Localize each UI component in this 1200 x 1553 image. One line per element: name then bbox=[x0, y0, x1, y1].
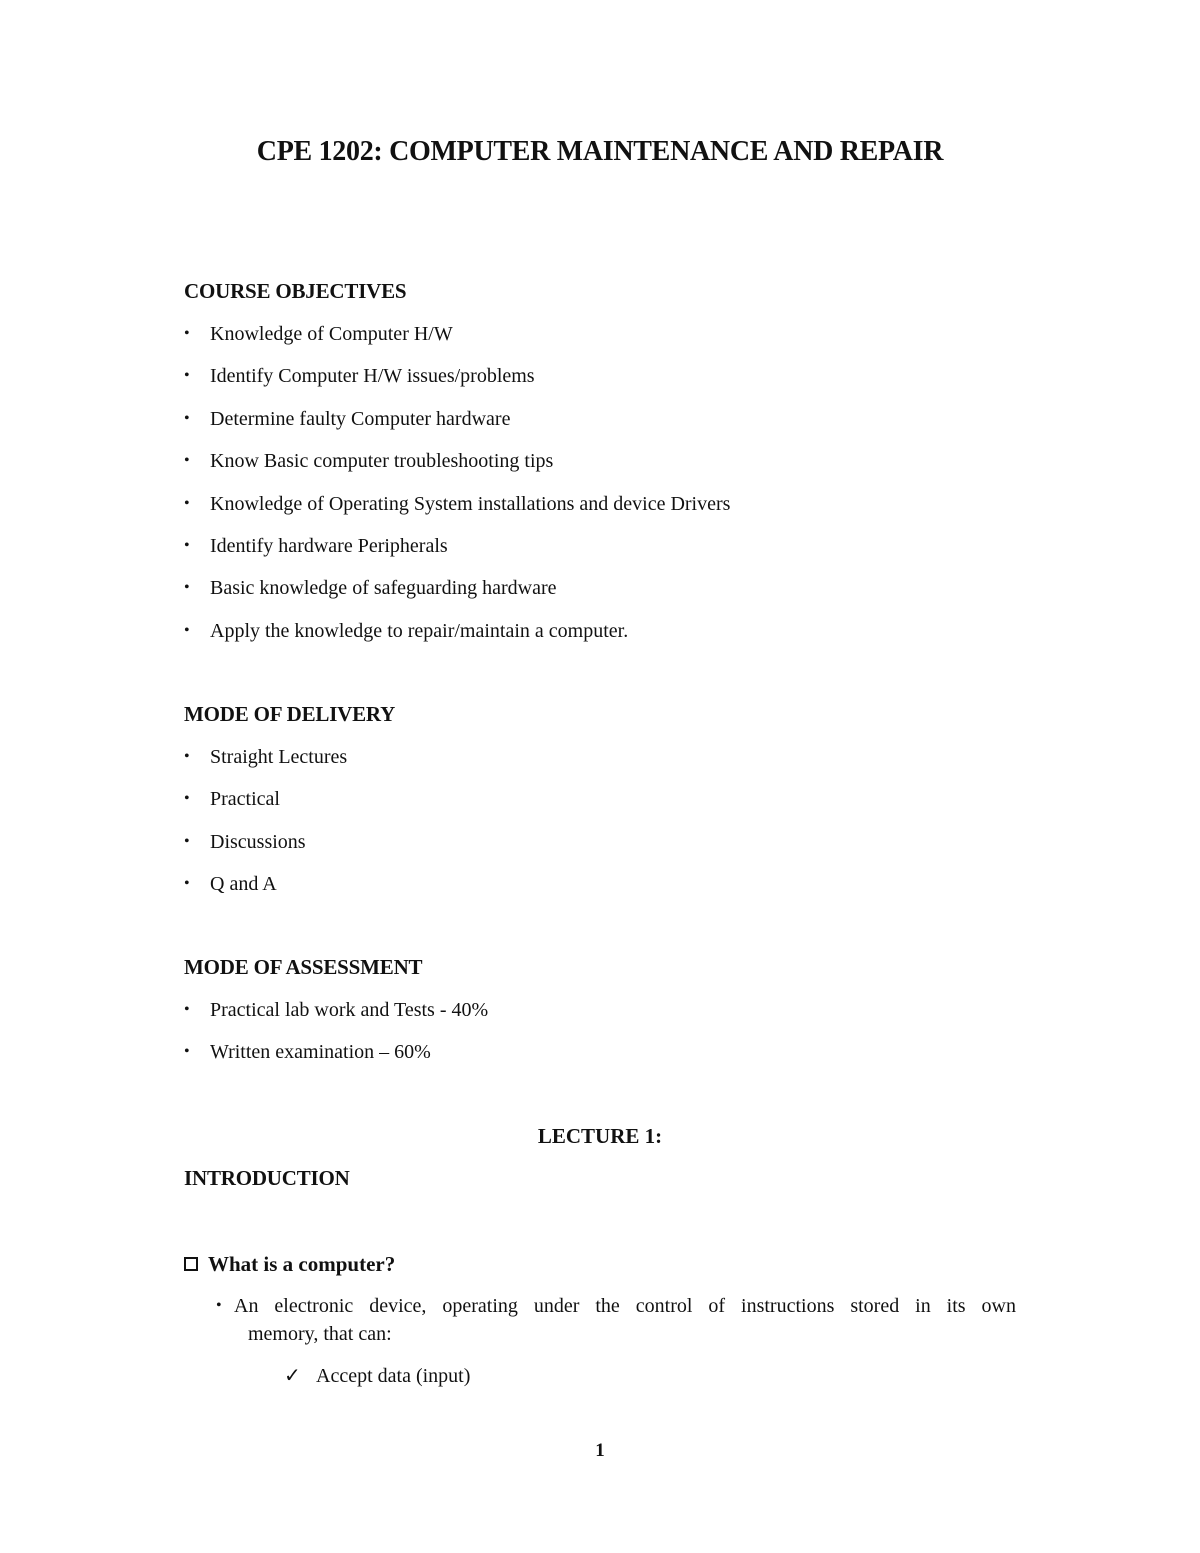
list-item: • Knowledge of Operating System installations and device Drivers bbox=[184, 490, 730, 532]
bullet-icon: • bbox=[184, 367, 190, 385]
list-item: • Written examination – 60% bbox=[184, 1038, 488, 1080]
bullet-icon: • bbox=[184, 790, 190, 808]
list-item: • Know Basic computer troubleshooting tips bbox=[184, 447, 730, 489]
introduction-heading: INTRODUCTION bbox=[184, 1166, 350, 1190]
bullet-icon: • bbox=[184, 875, 190, 893]
bullet-icon: • bbox=[184, 748, 190, 765]
mode-of-delivery-list bbox=[184, 743, 347, 913]
list-item: • Q and A bbox=[184, 870, 347, 912]
bullet-icon: • bbox=[184, 1043, 190, 1061]
bullet-icon: • bbox=[184, 1001, 190, 1018]
list-item: • Straight Lectures bbox=[184, 743, 347, 785]
list-item: • Identify hardware Peripherals bbox=[184, 532, 730, 574]
checkbox-icon bbox=[184, 1257, 198, 1271]
bullet-icon: • bbox=[184, 536, 190, 554]
list-item: • Identify Computer H/W issues/problems bbox=[184, 362, 730, 404]
page-number: 1 bbox=[595, 1440, 605, 1461]
list-item: • Determine faulty Computer hardware bbox=[184, 405, 730, 447]
list-item: • Discussions bbox=[184, 828, 347, 870]
bullet-icon: • bbox=[184, 325, 190, 342]
mode-of-assessment-list bbox=[184, 996, 488, 1081]
list-item: • Knowledge of Computer H/W bbox=[184, 320, 730, 362]
bullet-icon: • bbox=[184, 832, 190, 850]
bullet-icon: • bbox=[184, 409, 190, 427]
bullet-icon: • bbox=[216, 1297, 222, 1314]
bullet-icon: • bbox=[184, 494, 190, 512]
course-objectives-list bbox=[184, 320, 730, 659]
lecture-heading: LECTURE 1: bbox=[537, 1124, 663, 1148]
list-item: • Basic knowledge of safeguarding hardware bbox=[184, 574, 730, 616]
document-title: CPE 1202: COMPUTER MAINTENANCE AND REPAIR bbox=[256, 136, 944, 167]
definition-line-2: memory, that can: bbox=[248, 1323, 392, 1345]
check-icon: ✓ bbox=[284, 1365, 301, 1387]
list-item: • Apply the knowledge to repair/maintain a computer. bbox=[184, 617, 730, 659]
mode-of-assessment-heading: MODE OF ASSESSMENT bbox=[184, 955, 423, 979]
definition-paragraph bbox=[216, 1292, 1016, 1348]
course-objectives-heading: COURSE OBJECTIVES bbox=[184, 279, 407, 303]
list-item: • Practical bbox=[184, 785, 347, 827]
bullet-icon: • bbox=[184, 452, 190, 470]
bullet-icon: • bbox=[184, 621, 190, 639]
question-heading: What is a computer? bbox=[184, 1250, 395, 1278]
check-list-item: ✓ Accept data (input) bbox=[284, 1362, 470, 1390]
definition-line-1: An electronic device, operating under the control of instructions stored in its own bbox=[234, 1295, 1016, 1317]
list-item: • Practical lab work and Tests - 40% bbox=[184, 996, 488, 1038]
mode-of-delivery-heading: MODE OF DELIVERY bbox=[184, 702, 396, 726]
bullet-icon: • bbox=[184, 579, 190, 597]
